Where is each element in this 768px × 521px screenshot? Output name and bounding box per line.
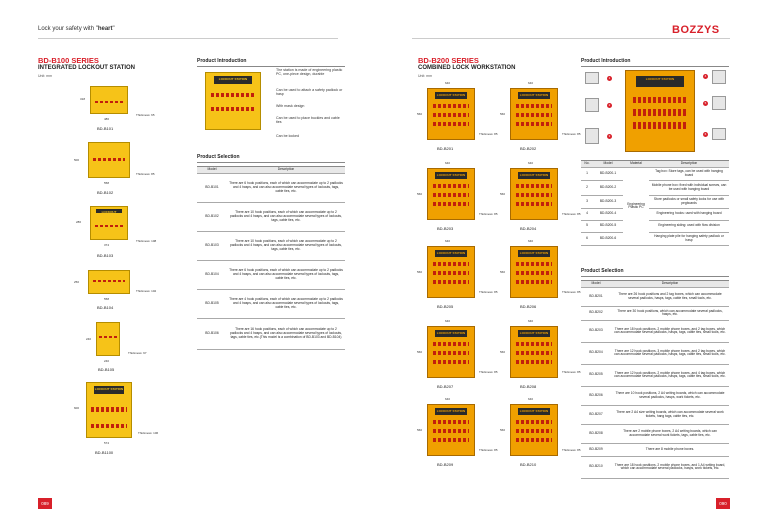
left-intro-image: LOCKOUT STATION [205,72,261,130]
left-unit: Unit: mm [38,74,52,78]
left-series-subtitle: INTEGRATED LOCKOUT STATION [38,65,135,71]
product-image-bd-b208: LOCKOUT STATION [510,326,558,378]
caption-bd-b210: BD-B210 [520,462,537,467]
right-intro-heading: Product Introduction [581,58,631,64]
part-image-3 [585,128,599,144]
caption-b101: BD-B101 [97,126,114,131]
left-intro-heading: Product Introduction [197,58,247,64]
part-image-4 [712,70,726,84]
product-image-bd-b207: LOCKOUT STATION [427,326,475,378]
caption-b102: BD-B102 [97,190,114,195]
right-selection-table: Model Description BD-B201 There are 26 hook positions and 2 tag boxes, which can accommodate several padlocks, hasps, tags, cable ties, small tools, etc. BD-B202 There are 30 hook positions, which can accommodate several padlocks, hasps, etc. BD-B203 There are 18 hook positions, 2 mobile phone boxes, and 2 tag boxes, which can accommodate several padlocks, hasps, tags, cable ties, small tools, etc. BD-B204 There are 12 hook positions, 3 mobile phone boxes, and 2 tag boxes, which can accommodate several padlocks, hasps, tags, cable ties, small tools, etc. BD-B205 There are 12 hook positions, 2 mobile phone boxes, and 4 tag boxes, which can accommodate several padlocks, hasps, tags, cable ties, small tools, etc. BD-B206 There are 10 hook positions, 2 A4 writing boards, which can accommodate several padlocks, hasps, work tickets, etc. BD-B207 There are 2 A4 size writing boards, which can accommodate several work tickets, hang tags, cable ties, etc. BD-B208 There are 2 mobile phone boxes, 2 A4 writing boards, which can accommodate several work tickets, tags, cable ties, etc. BD-B209 There are 8 mobile phone boxes. BD-B210 There are 18 hook positions, 2 mobile phone boxes, and 1 A4 writing board, which can accommodate several padlocks, hasps, work tickets, etc. [581,280,729,479]
page-number-left: 089 [38,498,52,509]
product-image-bd-b203: LOCKOUT STATION [427,168,475,220]
catalog-spread: Lock your safety with "heart" BOZZYS 089 090 BD-B100 SERIES INTEGRATED LOCKOUT STATION Unit: mm 318 486 Thickness: 65 BD-B101 500 558 Thickness: 85 BD-B102 LOCKOUT STATION 286 374 Thickness: 108 BD-B103 250 558 Thickness: 102 BD-B104 240 240 Thickness: 97 BD-B105 LOCKOUT STATION 600 574 Thickness: 106 BD-B1100 Product Introduction LOCKOUT STATION The station is made of engineering plastic PC, one-piece design, durable Can be used to attach a safety padlock or hasp With mask design Can be used to place buckles and cable ties Can be locked Product Selection Model Description BD-B101 There are 6 hook positions, each of which can accommodate up to 2 padlocks and 4 hasps, and can also accommodate several types of lockouts, tags, cable ties, etc. BD-B102 There are 10 hook positions, each of which can accommodate up to 2 padlocks and 4 hasps, and can also accommodate several types of lockouts, tags, cable ties, etc. BD-B103 There are 10 hook positions, each of which can accommodate up to 2 padlocks and 4 hasps, and can also accommodate several types of lockouts, tags, cable ties, etc. BD-B104 There are 6 hook positions, each of which can accommodate up to 2 padlocks and 4 hasps, and can also accommodate several types of lockouts, tags, cable ties, etc. BD-B105 There are 4 hook positions, each of which can accommodate up to 2 padlocks and 4 hasps, and can also accommodate several types of lockouts, tags, cable ties, etc. BD-B106 There are 16 hook positions, each of which can accommodate up to 2 padlocks and 4 hasps, and can also accommodate several types of lockouts, tags, cable ties, etc.(This model is a combination of BD-B103 and BD-B104) BD-B200 SERIES COMBINED LOCK WORKSTATION Unit: mm LOCKOUT STATION 640 560 Thickness: 85 BD-B201 LOCKOUT STATION 640 560 Thickness: 85 BD-B202 LOCKOUT STATION 640 560 Thickness: 85 BD-B203 LOCKOUT STATION 640 560 Thickness: 85 BD-B204 LOCKOUT STATION 640 560 Thickness: 85 BD-B205 LOCKOUT STATION 640 560 Thickness: 85 BD-B206 LOCKOUT STATION 640 560 Thickness: 85 BD-B207 LOCKOUT STATION 640 560 Thickness: 85 BD-B208 LOCKOUT STATION 640 560 Thickness: 85 BD-B209 LOCKOUT STATION 640 560 Thickness: 85 BD-B210 Product Introduction LOCKOUT STATION 1 2 3 4 5 6 No. Model Material Description 1 BD-B200-1 Engineering Plastic PC Tag box: Store tags, can be used with hanging board 2 BD-B200-2 Mobile phone box: fixed with individual screws, can be used with hanging board 3 BD-B200-3 Store padlocks or small safety locks for use with pegboards 4 BD-B200-4 Engineering hooks: used with hanging board 5 BD-B200-5 Engineering siding: used with flow division 6 BD-B200-6 Hanging plate pile for hanging safety padlock or hasp Product Selection Model Description BD-B201 There are 26 hook positions and 2 tag boxes, which can accommodate several padlocks, hasps, tags, cable ties, small tools, etc. BD-B202 There are 30 hook positions, which can accommodate several padlocks, hasps, etc. BD-B203 There are 18 hook positions, 2 mobile phone boxes, and 2 tag boxes, which can accommodate several padlocks, hasps, tags, cable ties, small tools, etc. BD-B204 There are 12 hook positions, 3 mobile phone boxes, and 2 tag boxes, which can accommodate several padlocks, hasps, tags, cable ties, small tools, etc. BD-B205 There are 12 hook positions, 2 mobile phone boxes, and 4 tag boxes, which can accommodate several padlocks, hasps, tags, cable ties, small tools, etc. BD-B206 There are 10 hook positions, 2 A4 writing boards, which can accommodate several padlocks, hasps, work tickets, etc. BD-B207 There are 2 A4 size writing boards, which can accommodate several work tickets, hang tags, cable ties, etc. BD-B208 There are 2 mobile phone boxes, 2 A4 writing boards, which can accommodate several work tickets, tags, cable ties, etc. BD-B209 There are 8 mobile phone boxes. BD-B210 There are 18 hook positions, 2 mobile phone boxes, and 1 A4 writing board, which can accommodate several padlocks, hasps, work tickets, etc. [0,0,768,521]
header-rule-right [412,38,730,39]
right-intro-image: LOCKOUT STATION [625,70,695,152]
page-number-right: 090 [716,498,730,509]
product-image-bd-b204: LOCKOUT STATION [510,168,558,220]
right-unit: Unit: mm [418,74,432,78]
part-image-1 [585,72,599,84]
part-image-5 [712,96,726,110]
tagline: Lock your safety with "heart" [38,26,115,32]
caption-b103: BD-B103 [97,253,114,258]
product-image-bd-b210: LOCKOUT STATION [510,404,558,456]
product-image-b1100: LOCKOUT STATION [86,382,132,438]
caption-b1100: BD-B1100 [95,450,114,455]
caption-bd-b201: BD-B201 [437,146,454,151]
right-selection-heading: Product Selection [581,268,624,274]
product-image-bd-b206: LOCKOUT STATION [510,246,558,298]
brand-logo: BOZZYS [672,24,720,36]
caption-bd-b208: BD-B208 [520,384,537,389]
caption-bd-b207: BD-B207 [437,384,454,389]
left-selection-heading: Product Selection [197,154,240,160]
right-series-subtitle: COMBINED LOCK WORKSTATION [418,65,516,71]
product-image-b103: LOCKOUT STATION [90,206,128,240]
product-image-bd-b201: LOCKOUT STATION [427,88,475,140]
product-image-bd-b209: LOCKOUT STATION [427,404,475,456]
caption-bd-b203: BD-B203 [437,226,454,231]
caption-bd-b204: BD-B204 [520,226,537,231]
parts-table: No. Model Material Description 1 BD-B200-1 Engineering Plastic PC Tag box: Store tags, can be used with hanging board 2 BD-B200-2 Mobile phone box: fixed with individual screws, can be used with hanging board 3 BD-B200-3 Store padlocks or small safety locks for use with pegboards 4 BD-B200-4 Engineering hooks: used with hanging board 5 BD-B200-5 Engineering siding: used with flow division 6 BD-B200-6 Hanging plate pile for hanging safety padlock or hasp [581,160,729,246]
caption-b104: BD-B104 [97,305,114,310]
left-series-title: BD-B100 SERIES [38,56,99,65]
right-series-title: BD-B200 SERIES [418,56,479,65]
product-image-bd-b205: LOCKOUT STATION [427,246,475,298]
part-image-6 [712,128,726,140]
product-image-b104 [88,270,130,294]
caption-bd-b206: BD-B206 [520,304,537,309]
product-image-b102 [88,142,130,178]
product-image-bd-b202: LOCKOUT STATION [510,88,558,140]
product-image-b105 [96,322,120,356]
left-selection-table: Model Description BD-B101 There are 6 hook positions, each of which can accommodate up to 2 padlocks and 4 hasps, and can also accommodate several types of lockouts, tags, cable ties, etc. BD-B102 There are 10 hook positions, each of which can accommodate up to 2 padlocks and 4 hasps, and can also accommodate several types of lockouts, tags, cable ties, etc. BD-B103 There are 10 hook positions, each of which can accommodate up to 2 padlocks and 4 hasps, and can also accommodate several types of lockouts, tags, cable ties, etc. BD-B104 There are 6 hook positions, each of which can accommodate up to 2 padlocks and 4 hasps, and can also accommodate several types of lockouts, tags, cable ties, etc. BD-B105 There are 4 hook positions, each of which can accommodate up to 2 padlocks and 4 hasps, and can also accommodate several types of lockouts, tags, cable ties, etc. BD-B106 There are 16 hook positions, each of which can accommodate up to 2 padlocks and 4 hasps, and can also accommodate several types of lockouts, tags, cable ties, etc.(This model is a combination of BD-B103 and BD-B104) [197,166,345,350]
product-image-b101 [90,86,128,114]
caption-bd-b202: BD-B202 [520,146,537,151]
caption-bd-b209: BD-B209 [437,462,454,467]
header-rule-left [38,38,338,39]
part-image-2 [585,98,599,112]
caption-bd-b205: BD-B205 [437,304,454,309]
caption-b105: BD-B105 [98,367,115,372]
